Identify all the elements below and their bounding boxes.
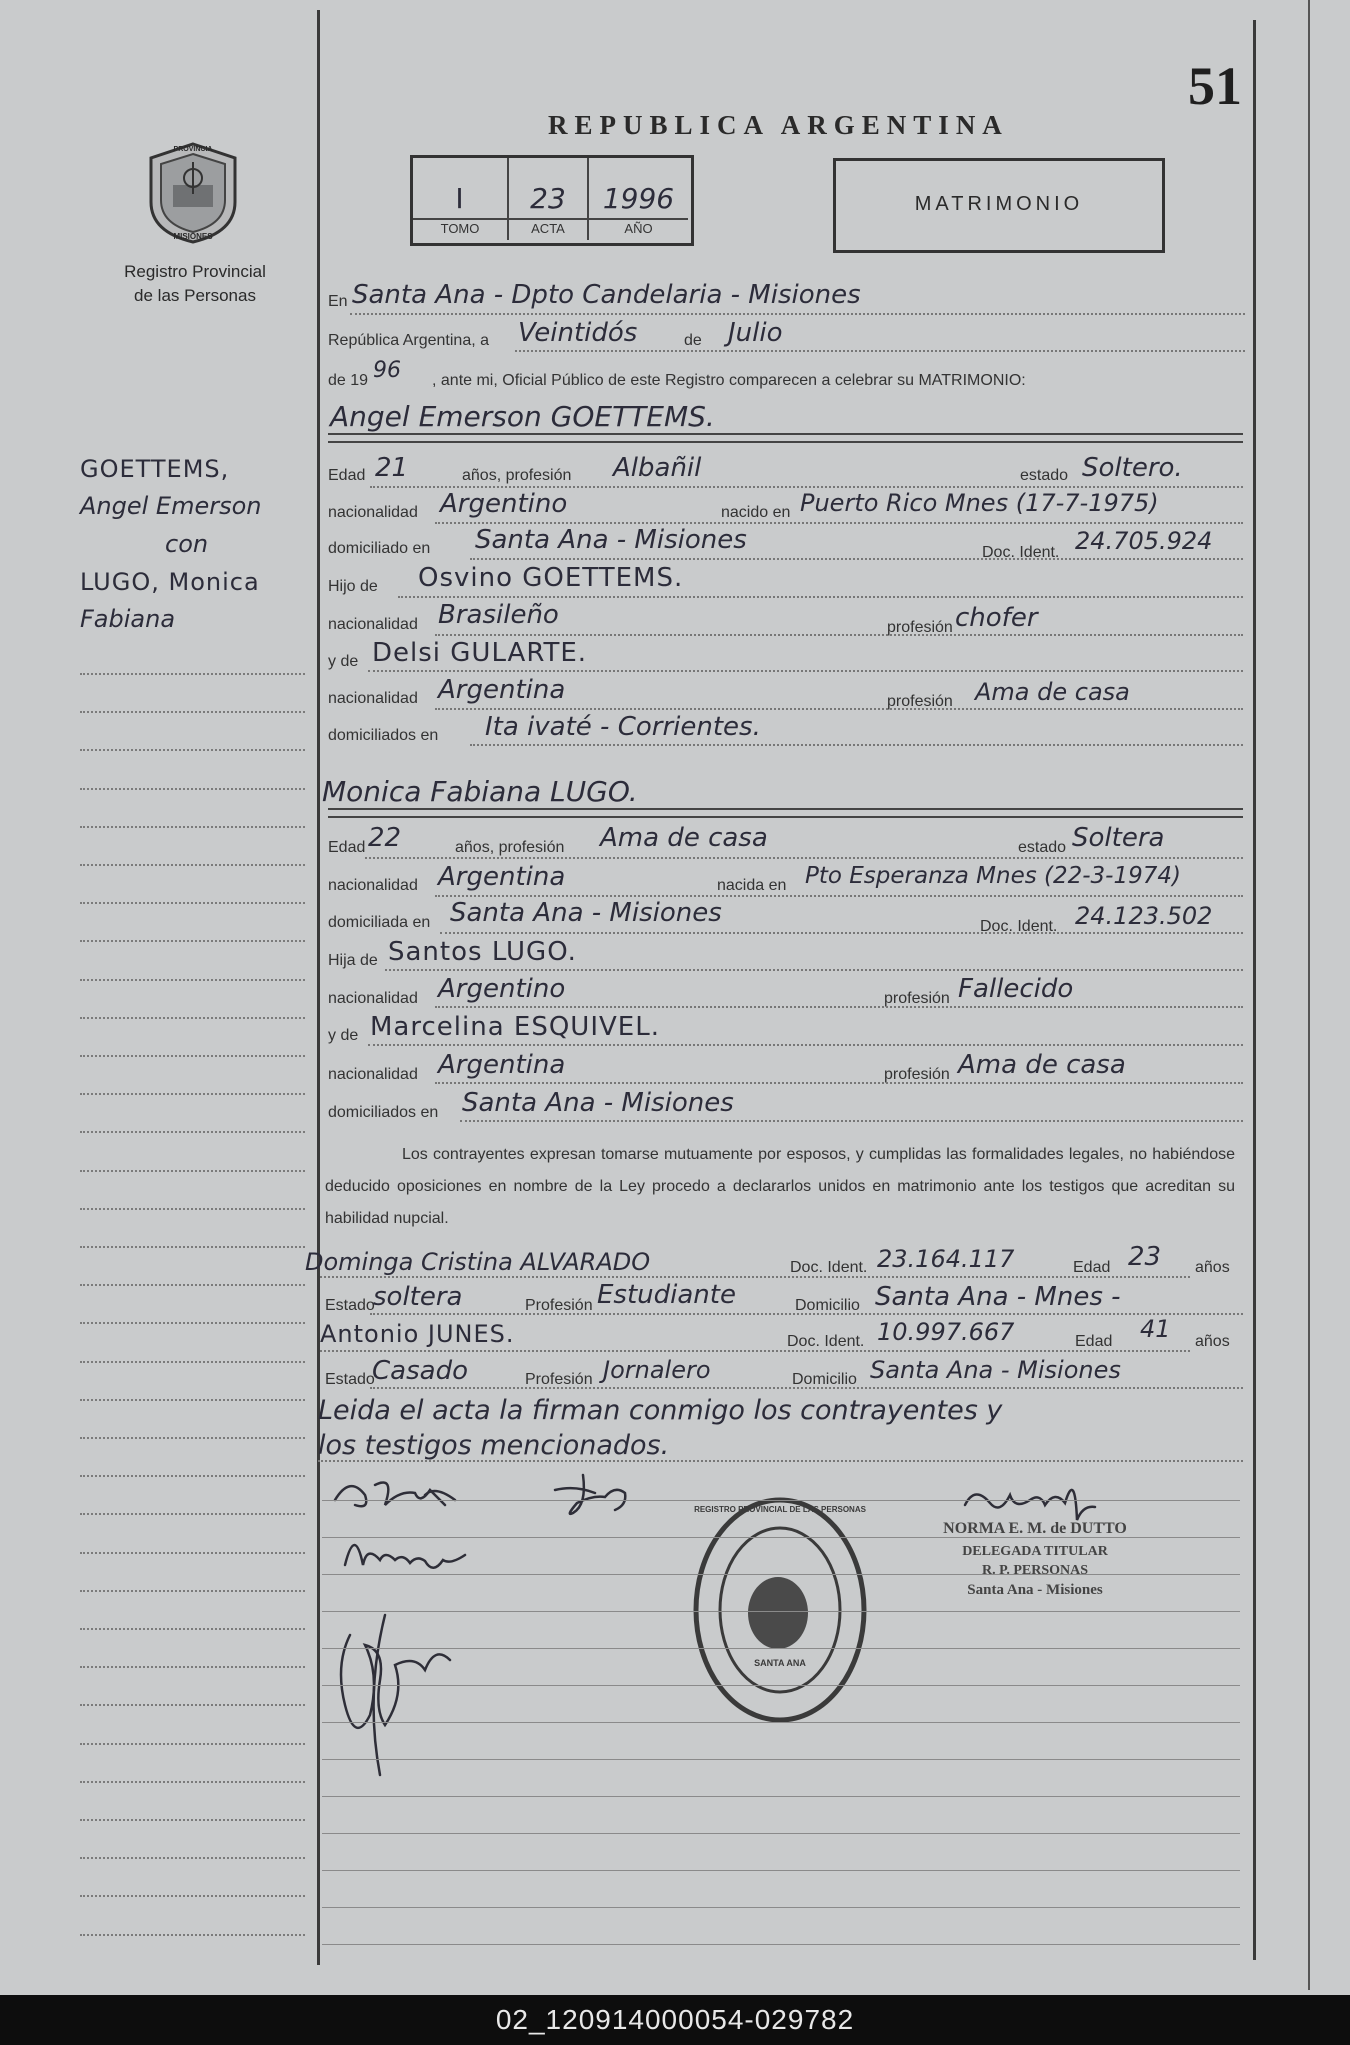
groom-name-rule — [328, 433, 1243, 435]
witness2-doc-label: Doc. Ident. — [787, 1333, 865, 1350]
margin-ruled-line — [80, 1055, 305, 1057]
witness2-anos-label: años — [1195, 1333, 1230, 1350]
closing-line: Leida el acta la firman conmigo los contrayentes y — [318, 1395, 1003, 1426]
official-place: Santa Ana - Misiones — [967, 1582, 1103, 1598]
margin-ruled-line — [80, 864, 305, 866]
act-type-label: MATRIMONIO — [914, 193, 1084, 215]
bride-nac-label: nacionalidad — [328, 877, 418, 894]
margin-ruled-line — [80, 1170, 305, 1172]
witness1-age: 23 — [1128, 1242, 1162, 1272]
groom-domicile: Santa Ana - Misiones — [475, 525, 747, 555]
groom-dom-label: domiciliado en — [328, 540, 431, 557]
groom-parents-dom-label: domiciliados en — [328, 727, 439, 744]
groom-line — [435, 634, 1243, 636]
margin-ruled-line — [80, 940, 305, 942]
margin-ruled-line — [80, 711, 305, 713]
year-prefix: de 19 — [328, 372, 369, 389]
ruled-line — [322, 1648, 1240, 1649]
ruled-line — [322, 1944, 1240, 1945]
groom-doc-label: Doc. Ident. — [982, 544, 1060, 561]
groom-edad-label: Edad — [328, 467, 366, 484]
tomo-value: I — [455, 182, 465, 215]
margin-ruled-line — [80, 1513, 305, 1515]
en-label: En — [328, 293, 348, 310]
witness1-profession: Estudiante — [597, 1280, 736, 1310]
margin-ruled-line — [80, 1017, 305, 1019]
witness1-edad-label: Edad — [1073, 1259, 1111, 1276]
groom-father-nat-label: nacionalidad — [328, 616, 418, 633]
bride-doc-label: Doc. Ident. — [980, 918, 1058, 935]
witness2-civil-status: Casado — [372, 1356, 468, 1386]
bride-mother-label: y de — [328, 1027, 359, 1044]
groom-name: Angel Emerson GOETTEMS. — [330, 400, 715, 433]
bride-estado-label: estado — [1018, 839, 1067, 856]
witness2-line — [370, 1387, 1243, 1389]
margin-ruled-line — [80, 1781, 305, 1783]
margin-ruled-line — [80, 749, 305, 751]
left-margin-line — [317, 10, 320, 1965]
closing-line: los testigos mencionados. — [318, 1430, 670, 1461]
margin-ruled-line — [80, 1284, 305, 1286]
acta-label: ACTA — [531, 221, 565, 236]
witness2-line — [320, 1350, 1190, 1352]
groom-birthplace: Puerto Rico Mnes (17-7-1975) — [800, 489, 1159, 517]
ruled-line — [322, 1500, 1240, 1501]
groom-line — [435, 522, 1243, 524]
groom-mother-nat-label: nacionalidad — [328, 690, 418, 707]
margin-ruled-line — [80, 1895, 305, 1897]
official-office: R. P. PERSONAS — [981, 1563, 1089, 1578]
bride-name-rule — [328, 808, 1243, 810]
margin-ruled-line — [80, 1399, 305, 1401]
de-label: de — [684, 332, 702, 349]
registry-name-line2: de las Personas — [134, 286, 256, 305]
groom-father-prof-label: profesión — [887, 619, 953, 636]
official-round-stamp — [690, 1495, 870, 1725]
bride-line — [368, 1044, 1243, 1046]
groom-mother: Delsi GULARTE. — [372, 638, 588, 668]
bride-line — [435, 895, 1243, 897]
seal-bottom-text: MISIONES — [173, 232, 213, 241]
margin-ruled-line — [80, 1131, 305, 1133]
margin-ruled-line — [80, 1322, 305, 1324]
registry-name-line1: Registro Provincial — [124, 262, 266, 281]
ruled-line — [322, 1722, 1240, 1723]
witness1-line — [370, 1313, 1243, 1315]
ruled-line — [322, 1870, 1240, 1871]
margin-note-line: GOETTEMS, — [80, 455, 230, 483]
margin-ruled-line — [80, 1552, 305, 1554]
ruled-line — [322, 1796, 1240, 1797]
place-line — [350, 313, 1245, 315]
closing-rule — [318, 1460, 1243, 1462]
margin-ruled-line — [80, 1361, 305, 1363]
bride-name: Monica Fabiana LUGO. — [322, 775, 638, 808]
groom-estado-label: estado — [1020, 467, 1069, 484]
witness2-prof-label: Profesión — [525, 1371, 593, 1388]
ruled-line — [322, 1574, 1240, 1575]
ruled-line — [322, 1537, 1240, 1538]
margin-note-line: LUGO, Monica — [80, 568, 260, 596]
groom-line — [435, 708, 1243, 710]
witness2-domicile: Santa Ana - Misiones — [870, 1356, 1121, 1384]
bride-mother-prof: Ama de casa — [958, 1050, 1126, 1080]
groom-profesion-label: años, profesión — [462, 467, 572, 484]
margin-ruled-line — [80, 902, 305, 904]
bride-line — [435, 1082, 1243, 1084]
margin-ruled-line — [80, 1093, 305, 1095]
date-line — [515, 350, 1245, 352]
groom-name-rule — [328, 441, 1243, 443]
groom-line — [370, 486, 1243, 488]
republica-label: República Argentina, a — [328, 332, 489, 349]
seal-top-text: PROVINCIA — [173, 146, 213, 153]
ruled-line — [322, 1907, 1240, 1908]
country-title: REPUBLICA ARGENTINA — [548, 110, 1009, 140]
groom-doc: 24.705.924 — [1075, 527, 1213, 555]
bride-father-prof: Fallecido — [958, 974, 1074, 1004]
round-stamp-inner-text: SANTA ANA — [754, 1658, 806, 1668]
bride-name-rule — [328, 816, 1243, 818]
margin-ruled-line — [80, 1246, 305, 1248]
bride-mother-nat: Argentina — [438, 1050, 566, 1080]
official-title: DELEGADA TITULAR — [962, 1544, 1108, 1559]
groom-parents-dom: Ita ivaté - Corrientes. — [485, 712, 761, 742]
margin-note-line: con — [165, 530, 209, 558]
bride-line — [365, 857, 1243, 859]
margin-ruled-line — [80, 1666, 305, 1668]
groom-line — [470, 558, 1243, 560]
witness2-doc: 10.997.667 — [877, 1318, 1015, 1346]
bride-father-label: Hija de — [328, 952, 378, 969]
groom-mother-nat: Argentina — [438, 675, 566, 705]
margin-ruled-line — [80, 979, 305, 981]
margin-ruled-line — [80, 1437, 305, 1439]
bride-edad-label: Edad — [328, 839, 366, 856]
groom-civil-status: Soltero. — [1082, 453, 1183, 483]
official-name: NORMA E. M. de DUTTO — [943, 1520, 1127, 1537]
marriage-day: Veintidós — [518, 318, 638, 348]
province-seal-icon — [143, 140, 243, 245]
signatures-drawing — [325, 1465, 745, 1785]
bride-mother: Marcelina ESQUIVEL. — [370, 1012, 660, 1042]
ruled-line — [322, 1833, 1240, 1834]
groom-father-label: Hijo de — [328, 578, 378, 595]
margin-ruled-line — [80, 1704, 305, 1706]
margin-ruled-line — [80, 1934, 305, 1936]
groom-profession: Albañil — [613, 453, 702, 483]
bride-father-nat: Argentino — [438, 974, 566, 1004]
margin-ruled-line — [80, 1819, 305, 1821]
declaration-text: Los contrayentes expresan tomarse mutuamente por esposos, y cumplidas las formalidades legales, no habiéndose deducido oposiciones en nombre de la Ley procedo a declararlos unidos en matrimonio ante los testigos que acreditan su habilidad nupcial. — [325, 1146, 1235, 1227]
bride-line — [440, 932, 1243, 934]
witness1-dom-label: Domicilio — [795, 1297, 860, 1314]
groom-father: Osvino GOETTEMS. — [418, 563, 684, 593]
witness2-name: Antonio JUNES. — [320, 1320, 515, 1348]
intro-text: , ante mi, Oficial Público de este Registro comparecen a celebrar su MATRIMONIO: — [432, 372, 1026, 389]
bride-father: Santos LUGO. — [388, 937, 577, 967]
margin-ruled-line — [80, 1590, 305, 1592]
groom-age: 21 — [375, 453, 409, 483]
margin-note-line: Angel Emerson — [80, 492, 262, 520]
bride-civil-status: Soltera — [1072, 823, 1165, 853]
margin-ruled-line — [80, 1628, 305, 1630]
margin-ruled-line — [80, 788, 305, 790]
witness2-estado-label: Estado — [325, 1371, 375, 1388]
ruled-line — [322, 1611, 1240, 1612]
bride-line — [435, 1006, 1243, 1008]
groom-nac-label: nacionalidad — [328, 504, 418, 521]
bride-age: 22 — [368, 823, 402, 853]
bride-profession: Ama de casa — [600, 823, 768, 853]
page-number: 51 — [1188, 56, 1242, 116]
margin-ruled-line — [80, 1857, 305, 1859]
bride-profesion-label: años, profesión — [455, 839, 565, 856]
bride-born-label: nacida en — [717, 877, 787, 894]
witness1-line — [320, 1276, 1190, 1278]
witness2-age: 41 — [1140, 1315, 1171, 1343]
right-margin-line — [1253, 20, 1256, 1960]
witness1-civil-status: soltera — [373, 1282, 463, 1312]
bride-birthplace: Pto Esperanza Mnes (22-3-1974) — [805, 863, 1181, 889]
witness2-edad-label: Edad — [1075, 1333, 1113, 1350]
bride-parents-dom: Santa Ana - Misiones — [462, 1088, 734, 1118]
marriage-place: Santa Ana - Dpto Candelaria - Misiones — [352, 280, 861, 310]
margin-note-line: Fabiana — [80, 605, 176, 633]
groom-father-nat: Brasileño — [438, 600, 559, 630]
bride-father-nat-label: nacionalidad — [328, 990, 418, 1007]
record-box-hline — [413, 218, 688, 220]
tomo-label: TOMO — [440, 221, 480, 236]
ano-value: 1996 — [602, 182, 675, 215]
bride-parents-dom-label: domiciliados en — [328, 1104, 439, 1121]
groom-father-prof: chofer — [955, 603, 1038, 633]
bride-line — [460, 1120, 1243, 1122]
bride-dom-label: domiciliada en — [328, 914, 431, 931]
witness1-prof-label: Profesión — [525, 1297, 593, 1314]
groom-nationality: Argentino — [440, 489, 568, 519]
bride-doc: 24.123.502 — [1075, 902, 1213, 930]
ano-label: AÑO — [624, 221, 653, 236]
witness1-domicile: Santa Ana - Mnes - — [875, 1282, 1121, 1312]
witness1-anos-label: años — [1195, 1259, 1230, 1276]
bride-father-prof-label: profesión — [884, 990, 950, 1007]
witness1-estado-label: Estado — [325, 1297, 375, 1314]
witness2-dom-label: Domicilio — [792, 1371, 857, 1388]
round-stamp-ring-text: REGISTRO PROVINCIAL DE LAS PERSONAS — [694, 1505, 866, 1514]
bride-domicile: Santa Ana - Misiones — [450, 898, 722, 928]
witness1-doc: 23.164.117 — [877, 1245, 1015, 1273]
bride-nationality: Argentina — [438, 862, 566, 892]
bride-line — [385, 969, 1243, 971]
bride-mother-prof-label: profesión — [884, 1066, 950, 1083]
groom-line — [470, 744, 1243, 746]
witness2-profession: Jornalero — [603, 1356, 711, 1384]
bride-mother-nat-label: nacionalidad — [328, 1066, 418, 1083]
groom-line — [368, 670, 1243, 672]
marriage-year: 96 — [373, 358, 401, 383]
margin-ruled-line — [80, 1475, 305, 1477]
margin-ruled-line — [80, 826, 305, 828]
groom-line — [398, 596, 1243, 598]
marriage-month: Julio — [728, 318, 783, 348]
witness1-doc-label: Doc. Ident. — [790, 1259, 868, 1276]
ruled-line — [322, 1759, 1240, 1760]
ruled-line — [322, 1685, 1240, 1686]
groom-mother-prof-label: profesión — [887, 693, 953, 710]
margin-ruled-line — [80, 673, 305, 675]
right-edge-line — [1308, 0, 1310, 1990]
groom-born-label: nacido en — [721, 504, 791, 521]
witness1-name: Dominga Cristina ALVARADO — [305, 1248, 651, 1276]
footer-id: 02_120914000054-029782 — [0, 1995, 1350, 2045]
groom-mother-label: y de — [328, 653, 359, 670]
acta-value: 23 — [530, 182, 566, 215]
margin-ruled-line — [80, 1208, 305, 1210]
margin-ruled-line — [80, 1743, 305, 1745]
groom-mother-prof: Ama de casa — [975, 678, 1130, 706]
